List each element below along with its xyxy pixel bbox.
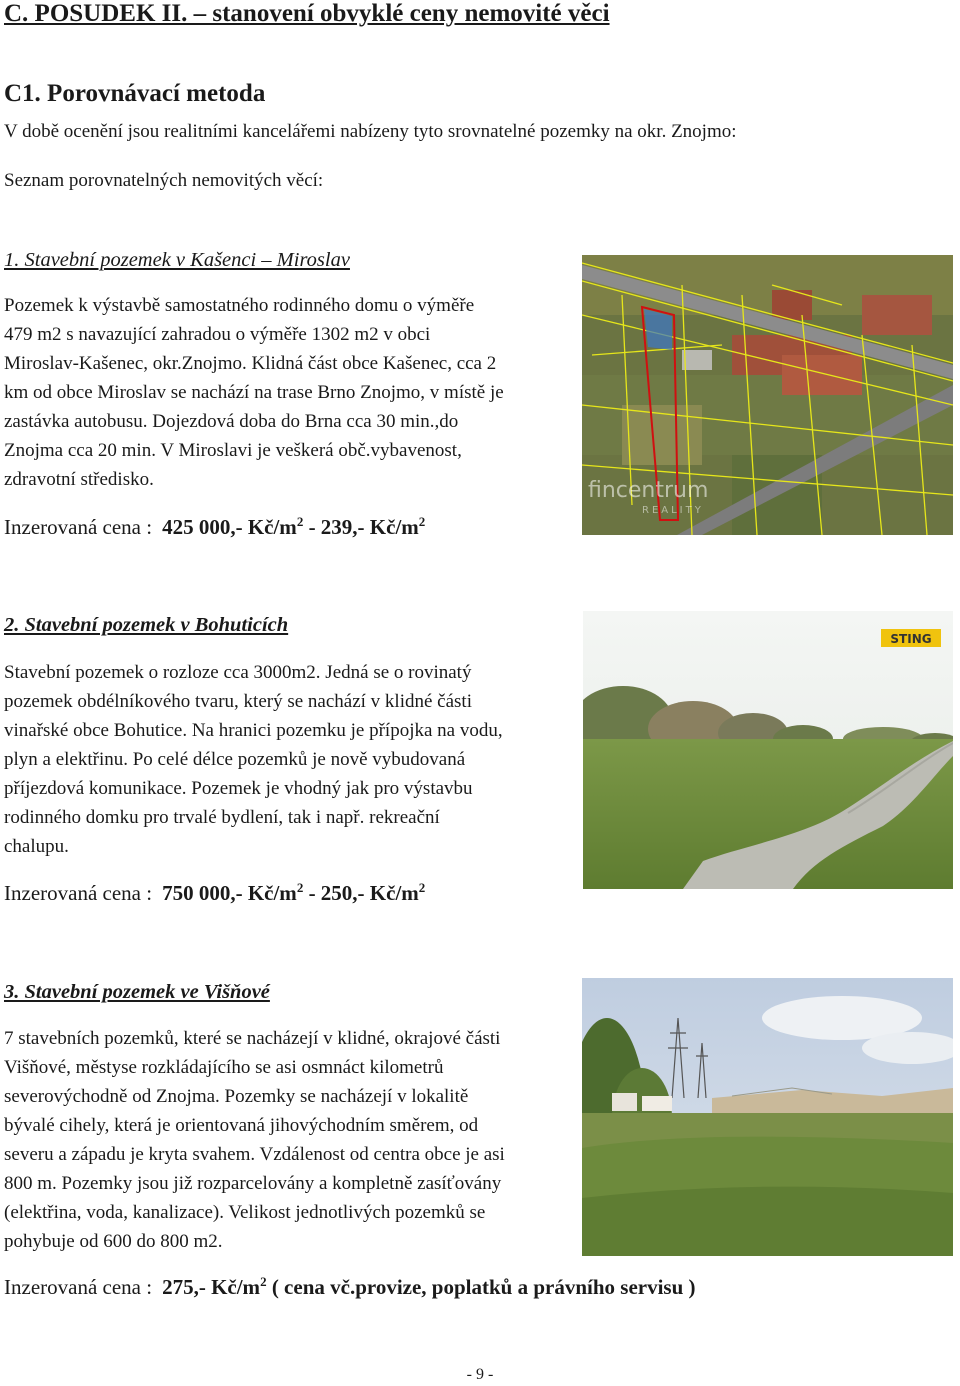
item-3-line: bývalé cihely, která je orientovaná jihovýchodním směrem, od	[4, 1115, 479, 1136]
item-1-line: zastávka autobusu. Dojezdová doba do Brna cca 30 min.,do	[4, 411, 459, 432]
item-1-line: zdravotní středisko.	[4, 469, 154, 490]
item-3-line: Višňové, městyse rozkládajícího se asi osmnáct kilometrů	[4, 1057, 444, 1078]
item-2-price	[4, 880, 425, 906]
price-label: Inzerovaná cena :	[4, 1275, 153, 1299]
item-2-line: chalupu.	[4, 836, 69, 857]
item-1-line: km od obce Miroslav se nachází na trase Brno Znojmo, v místě je	[4, 382, 504, 403]
item-2-plot-photo	[583, 611, 953, 889]
item-2-line: rodinného domku pro trvalé bydlení, tak i např. rekreační	[4, 807, 440, 828]
watermark-text: fincentrum	[588, 478, 709, 503]
item-3-title: 3. Stavební pozemek ve Višňové	[4, 981, 270, 1003]
item-2-line: Stavební pozemek o rozloze cca 3000m2. Jedná se o rovinatý	[4, 662, 472, 683]
item-3-line: pohybuje od 600 do 800 m2.	[4, 1231, 223, 1252]
item-1-cadastral-map-image	[582, 255, 953, 535]
item-3-plot-photo	[582, 978, 953, 1256]
item-3-line: 800 m. Pozemky jsou již rozparcelovány a kompletně zasíťovány	[4, 1173, 502, 1194]
document-heading: C. POSUDEK II. – stanovení obvyklé ceny nemovité věci	[4, 0, 610, 27]
item-2-line: pozemek obdélníkového tvaru, který se nachází v klidné části	[4, 691, 472, 712]
item-3-description	[4, 1024, 562, 1256]
item-1-price	[4, 514, 425, 540]
section-title: C1. Porovnávací metoda	[4, 80, 266, 107]
price-value: 425 000,- $Kč/m^2 - 239,-$ $Kč/m^2$	[162, 514, 426, 539]
item-1-title: 1. Stavební pozemek v Kašenci – Miroslav	[4, 249, 350, 271]
price-label: Inzerovaná cena :	[4, 881, 153, 905]
item-2-line: vinařské obce Bohutice. Na hranici pozemku je přípojka na vodu,	[4, 720, 503, 741]
item-3-line: (elektřina, voda, kanalizace). Velikost jednotlivých pozemků se	[4, 1202, 486, 1223]
item-1-line: Pozemek k výstavbě samostatného rodinného domu o výměře	[4, 295, 475, 316]
item-3-price	[4, 1274, 696, 1300]
item-1-description	[4, 291, 562, 494]
item-2-line: příjezdová komunikace. Pozemek je vhodný jak pro výstavbu	[4, 778, 473, 799]
list-caption: Seznam porovnatelných nemovitých věcí:	[4, 170, 324, 191]
item-1-line: 479 m2 s navazující zahradou o výměře 1302 m2 v obci	[4, 324, 431, 345]
item-3-line: severu a západu je kryta svahem. Vzdálenost od centra obce je asi	[4, 1144, 505, 1165]
item-2-description	[4, 658, 562, 861]
intro-text: V době ocenění jsou realitními kancelářemi nabízeny tyto srovnatelné pozemky na okr. Znojmo:	[4, 121, 737, 142]
watermark-subtext: REALITY	[642, 505, 704, 516]
item-3-line: 7 stavebních pozemků, které se nacházejí v klidné, okrajové části	[4, 1028, 501, 1049]
item-1-line: Znojma cca 20 min. V Miroslavi je veškerá obč.vybavenost,	[4, 440, 462, 461]
page-number: - 9 -	[466, 1366, 494, 1383]
item-2-title: 2. Stavební pozemek v Bohuticích	[4, 614, 289, 636]
item-2-line: plyn a elektřinu. Po celé délce pozemků je nově vybudovaná	[4, 749, 466, 770]
sting-badge-text: STING	[890, 632, 932, 646]
price-value: 750 000,- $Kč/m^2 - 250,-$ $Kč/m^2$	[162, 880, 426, 905]
price-value: 275,- $Kč/m^2$ ( cena vč.provize, poplatků a právního servisu )	[162, 1274, 696, 1299]
item-3-line: severovýchodně od Znojma. Pozemky se nacházejí v lokalitě	[4, 1086, 469, 1107]
price-label: Inzerovaná cena :	[4, 515, 153, 539]
item-1-line: Miroslav-Kašenec, okr.Znojmo. Klidná část obce Kašenec, cca 2	[4, 353, 497, 374]
